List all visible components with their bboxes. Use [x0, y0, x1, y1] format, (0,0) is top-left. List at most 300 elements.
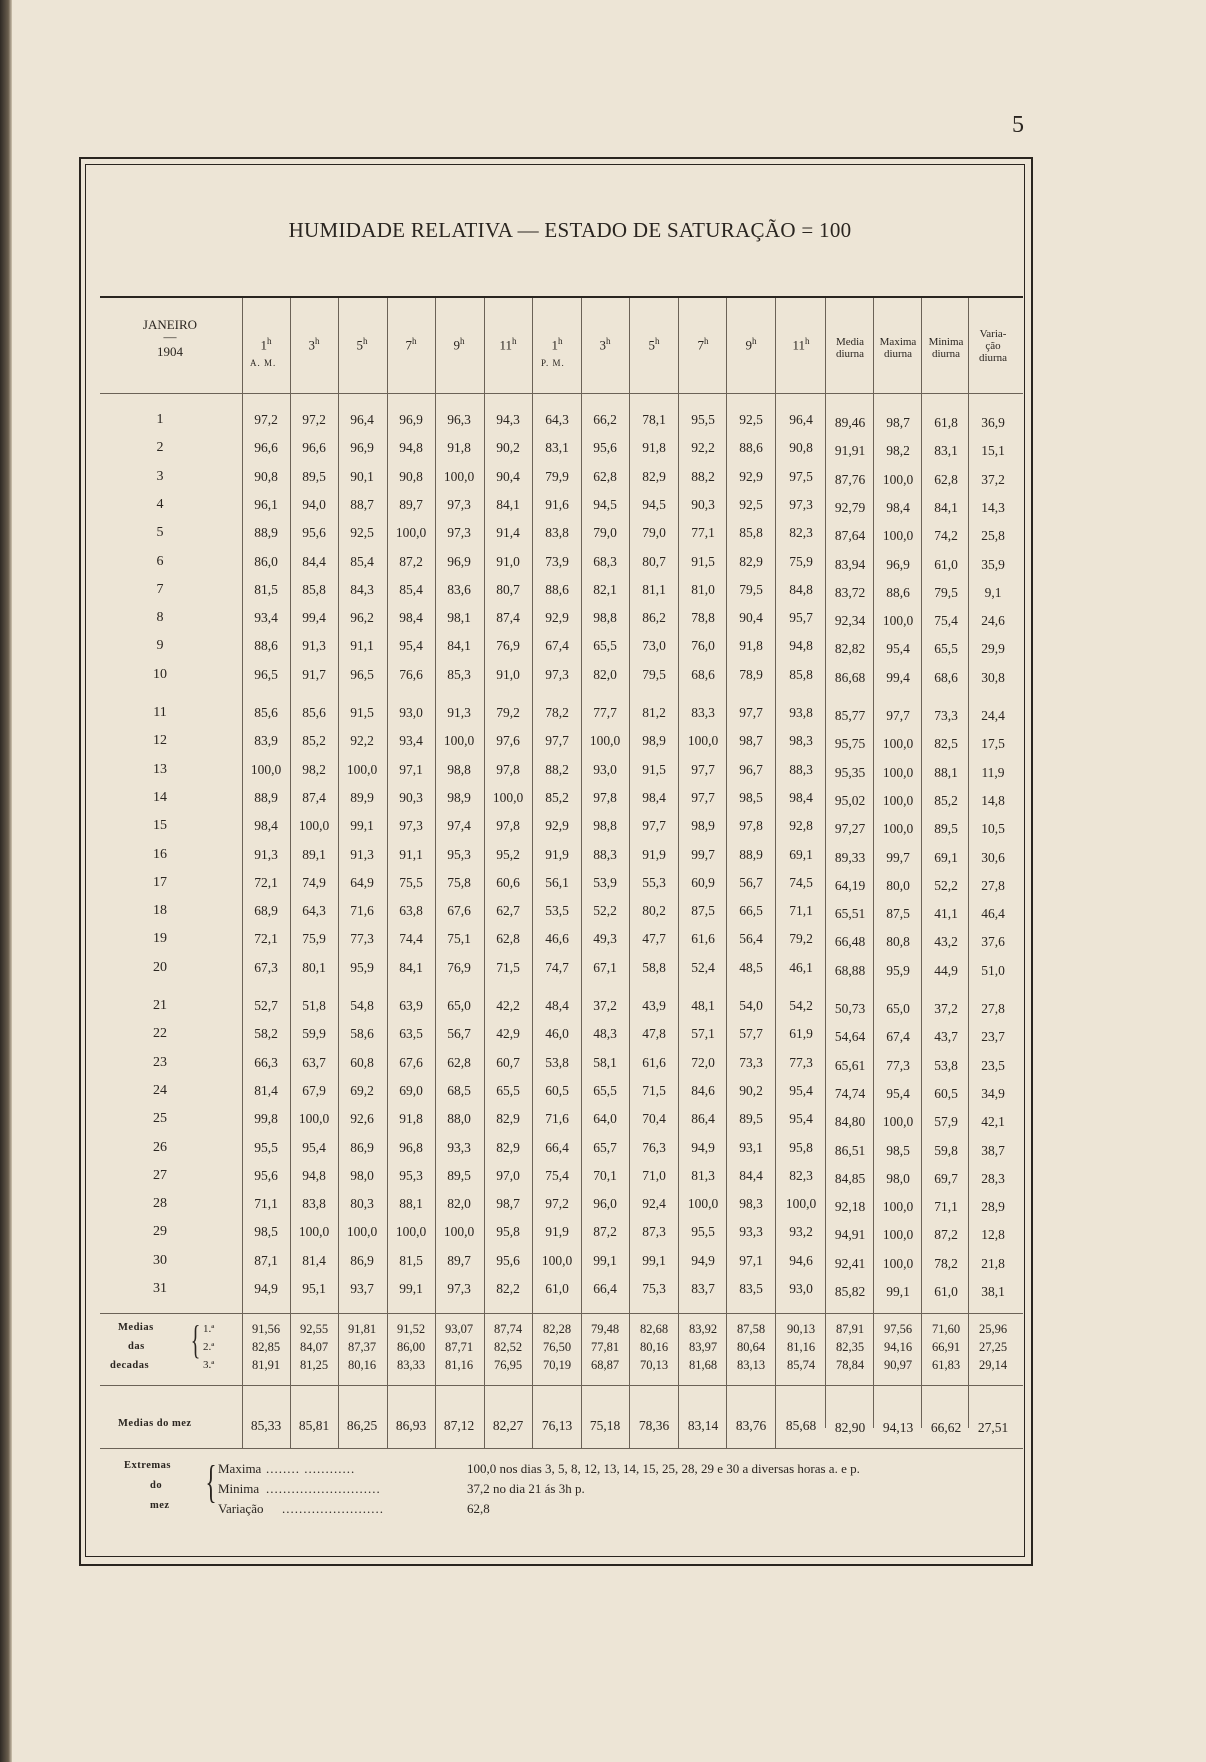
data-cell: 30,6 [981, 849, 1005, 865]
decada-cell: 91,56 [251, 1322, 281, 1336]
data-cell: 92,41 [834, 1255, 866, 1271]
data-cell: 83,9 [254, 733, 278, 749]
hour-suffix: h [460, 336, 465, 346]
data-cell: 92,4 [642, 1196, 666, 1212]
data-cell: 80,7 [642, 553, 666, 569]
data-cell: 95,4 [789, 1082, 813, 1098]
data-cell: 95,4 [789, 1111, 813, 1127]
data-cell: 86,0 [254, 553, 278, 569]
data-cell: 75,4 [934, 613, 958, 629]
day-number: 13 [153, 761, 167, 777]
data-cell: 88,6 [545, 581, 569, 597]
data-cell: 98,9 [691, 818, 715, 834]
hour-suffix: h [412, 336, 417, 346]
data-cell: 100,0 [882, 1227, 914, 1243]
data-cell: 91,3 [350, 846, 374, 862]
data-cell: 94,8 [302, 1167, 326, 1183]
table-title: HUMIDADE RELATIVA — ESTADO DE SATURAÇÃO = 100 [288, 218, 852, 242]
data-cell: 99,7 [691, 846, 715, 862]
extremas-label: do [150, 1480, 163, 1491]
data-cell: 72,1 [254, 931, 278, 947]
data-cell: 89,5 [302, 468, 326, 484]
data-cell: 90,4 [739, 610, 763, 626]
data-cell: 66,4 [545, 1139, 569, 1155]
data-cell: 98,4 [399, 610, 423, 626]
data-cell: 84,1 [934, 499, 958, 515]
data-cell: 98,4 [642, 789, 666, 805]
column-divider [775, 298, 776, 1448]
data-cell: 63,8 [399, 903, 423, 919]
data-cell: 62,7 [496, 903, 520, 919]
data-cell: 97,1 [399, 761, 423, 777]
data-cell: 92,18 [834, 1199, 866, 1215]
data-cell: 61,0 [934, 556, 958, 572]
day-number: 31 [153, 1281, 167, 1296]
data-cell: 63,5 [399, 1026, 423, 1042]
extrema-dots: ........ ............ [266, 1461, 356, 1476]
data-cell: 100,0 [882, 764, 914, 780]
data-cell: 89,7 [399, 496, 423, 512]
data-cell: 67,3 [254, 959, 278, 975]
decada-cell: 87,91 [835, 1322, 865, 1336]
data-cell: 99,4 [302, 610, 326, 626]
header-variacao-line: Varia- [979, 328, 1007, 340]
data-cell: 52,2 [934, 877, 958, 893]
data-cell: 82,0 [447, 1196, 471, 1212]
decada-cell: 80,16 [639, 1340, 669, 1354]
data-cell: 81,0 [691, 581, 715, 597]
day-number: 2 [156, 440, 164, 456]
data-cell: 88,2 [691, 468, 715, 484]
data-cell: 85,6 [302, 705, 326, 720]
data-cell: 82,9 [496, 1139, 520, 1155]
data-cell: 97,3 [447, 525, 471, 541]
data-cell: 88,0 [447, 1111, 471, 1127]
data-cell: 96,9 [886, 556, 910, 572]
day-number: 23 [153, 1054, 167, 1070]
day-number: 17 [153, 874, 167, 890]
data-cell: 92,2 [350, 733, 374, 749]
medias-mez-cell: 75,18 [589, 1418, 621, 1433]
data-cell: 83,94 [834, 556, 866, 572]
data-cell: 100,0 [443, 468, 475, 484]
data-cell: 100,0 [882, 1199, 914, 1215]
data-cell: 98,7 [496, 1196, 520, 1212]
data-cell: 98,9 [642, 733, 666, 749]
data-cell: 62,8 [447, 1054, 471, 1070]
data-cell: 93,0 [399, 705, 423, 720]
data-cell: 100,0 [785, 1196, 817, 1212]
data-cell: 91,9 [642, 846, 666, 862]
data-cell: 27,8 [981, 1001, 1005, 1016]
data-cell: 95,35 [834, 764, 866, 780]
data-cell: 99,1 [642, 1252, 666, 1268]
data-cell: 70,1 [593, 1167, 617, 1183]
decada-cell: 91,81 [347, 1322, 377, 1336]
data-cell: 87,5 [886, 906, 910, 922]
data-cell: 17,5 [981, 736, 1005, 752]
day-number: 14 [153, 789, 167, 805]
data-cell: 75,4 [545, 1167, 569, 1183]
decada-cell: 80,64 [736, 1340, 766, 1354]
data-cell: 84,4 [302, 553, 326, 569]
data-cell: 91,5 [350, 705, 374, 720]
data-cell: 80,3 [350, 1196, 374, 1212]
decada-cell: 25,96 [978, 1322, 1008, 1336]
data-cell: 82,3 [789, 525, 813, 541]
data-cell: 78,9 [739, 666, 763, 682]
data-cell: 47,8 [642, 1026, 666, 1042]
data-cell: 79,0 [642, 525, 666, 541]
day-number: 22 [153, 1026, 167, 1042]
data-cell: 83,1 [545, 440, 569, 456]
hour-suffix: h [315, 336, 320, 346]
day-number: 19 [153, 931, 167, 947]
data-cell: 94,0 [302, 496, 326, 512]
day-number: 28 [153, 1196, 167, 1212]
data-cell: 78,8 [691, 610, 715, 626]
data-cell: 48,4 [545, 998, 569, 1013]
data-cell: 94,5 [593, 496, 617, 512]
data-cell: 90,1 [350, 468, 374, 484]
data-cell: 98,5 [886, 1142, 910, 1158]
data-cell: 63,7 [302, 1054, 326, 1070]
data-cell: 49,3 [593, 931, 617, 947]
data-cell: 94,9 [691, 1139, 715, 1155]
data-cell: 66,3 [254, 1054, 278, 1070]
data-cell: 87,2 [593, 1224, 617, 1240]
header-media-line: diurna [835, 348, 865, 360]
data-cell: 80,8 [886, 934, 910, 950]
data-cell: 82,1 [593, 581, 617, 597]
decada-cell: 66,91 [931, 1340, 961, 1354]
data-cell: 92,34 [834, 613, 866, 629]
data-cell: 61,6 [691, 931, 715, 947]
hour-suffix: h [805, 336, 810, 346]
data-cell: 100,0 [882, 613, 914, 629]
day-number: 7 [156, 581, 164, 597]
data-cell: 72,1 [254, 874, 278, 890]
data-cell: 51,0 [981, 962, 1005, 978]
data-cell: 97,3 [399, 818, 423, 834]
data-cell: 79,9 [545, 468, 569, 484]
data-cell: 100,0 [443, 733, 475, 749]
decada-number: 2.ª [203, 1341, 215, 1353]
data-cell: 67,9 [302, 1082, 326, 1098]
medias-mez-cell: 27,51 [977, 1420, 1009, 1435]
data-cell: 89,46 [834, 415, 866, 430]
data-cell: 87,4 [302, 789, 326, 805]
data-cell: 92,5 [739, 412, 763, 427]
data-cell: 93,3 [739, 1224, 763, 1240]
data-cell: 97,7 [691, 761, 715, 777]
data-cell: 58,8 [642, 959, 666, 975]
header-minima-line: diurna [931, 348, 961, 360]
data-cell: 85,8 [789, 666, 813, 682]
data-cell: 87,3 [642, 1224, 666, 1240]
data-cell: 67,1 [593, 959, 617, 975]
day-number: 30 [153, 1252, 167, 1268]
decada-cell: 82,35 [835, 1340, 865, 1354]
data-cell: 87,4 [496, 610, 520, 626]
data-cell: 71,5 [642, 1082, 666, 1098]
data-cell: 50,73 [834, 1001, 866, 1016]
data-cell: 83,72 [834, 584, 866, 600]
data-cell: 46,1 [789, 959, 813, 975]
medias-mez-cell: 87,12 [443, 1418, 475, 1433]
data-cell: 43,2 [934, 934, 958, 950]
header-media-line: Media [835, 336, 865, 348]
day-number: 3 [156, 468, 164, 484]
data-cell: 97,7 [886, 708, 910, 723]
medias-mez-cell: 82,27 [492, 1418, 524, 1433]
day-number: 25 [153, 1111, 167, 1127]
data-cell: 83,6 [447, 581, 471, 597]
header-hour: 9$^h$ [453, 336, 465, 353]
data-cell: 38,7 [981, 1142, 1005, 1158]
data-cell: 72,0 [691, 1054, 715, 1070]
data-cell: 84,80 [834, 1114, 866, 1130]
data-cell: 65,61 [834, 1057, 866, 1073]
day-number: 26 [153, 1139, 167, 1155]
data-cell: 88,9 [739, 846, 763, 862]
hour-suffix: h [512, 336, 517, 346]
header-pm: P. M. [541, 358, 565, 368]
data-cell: 55,3 [642, 874, 666, 890]
decada-cell: 87,37 [347, 1340, 377, 1354]
data-cell: 53,9 [593, 874, 617, 890]
data-cell: 64,0 [593, 1111, 617, 1127]
data-cell: 96,5 [254, 666, 278, 682]
data-cell: 65,7 [593, 1139, 617, 1155]
header-maxima [872, 336, 924, 360]
decada-cell: 87,71 [444, 1340, 474, 1354]
extremas-brace: { [205, 1456, 217, 1507]
data-cell: 56,1 [545, 874, 569, 890]
header-hour: 5$^h$ [356, 336, 368, 353]
data-cell: 59,8 [934, 1142, 958, 1158]
header-bottom-rule [100, 393, 1023, 394]
data-cell: 84,1 [496, 496, 520, 512]
data-cell: 95,7 [789, 610, 813, 626]
data-cell: 93,4 [254, 610, 278, 626]
data-cell: 87,2 [399, 553, 423, 569]
medias-mez-cell: 85,68 [785, 1418, 817, 1433]
data-cell: 77,7 [593, 705, 617, 720]
data-cell: 61,8 [934, 415, 958, 430]
header-hour: 1$^h$ [260, 336, 272, 353]
data-cell: 90,2 [739, 1082, 763, 1098]
data-cell: 62,8 [593, 468, 617, 484]
data-cell: 94,6 [789, 1252, 813, 1268]
data-cell: 57,7 [739, 1026, 763, 1042]
data-cell: 96,0 [593, 1196, 617, 1212]
data-cell: 98,5 [739, 789, 763, 805]
data-cell: 77,3 [350, 931, 374, 947]
data-cell: 82,2 [496, 1281, 520, 1296]
data-cell: 54,0 [739, 998, 763, 1013]
data-cell: 68,5 [447, 1082, 471, 1098]
decada-cell: 81,91 [251, 1358, 281, 1372]
data-cell: 25,8 [981, 528, 1005, 544]
data-cell: 97,3 [447, 1281, 471, 1296]
decada-cell: 83,97 [688, 1340, 718, 1354]
data-cell: 100,0 [298, 818, 330, 834]
day-number: 5 [156, 525, 164, 541]
data-cell: 83,3 [691, 705, 715, 720]
data-cell: 98,4 [789, 789, 813, 805]
data-cell: 48,1 [691, 998, 715, 1013]
header-am: A. M. [250, 358, 277, 368]
data-cell: 79,2 [496, 705, 520, 720]
medias-mez-cell: 78,36 [638, 1418, 670, 1433]
data-cell: 29,9 [981, 641, 1005, 657]
data-cell: 100,0 [298, 1111, 330, 1127]
decada-cell: 82,52 [493, 1340, 523, 1354]
data-cell: 88,7 [350, 496, 374, 512]
data-cell: 90,8 [254, 468, 278, 484]
data-cell: 42,1 [981, 1114, 1005, 1130]
data-cell: 66,2 [593, 412, 617, 427]
data-cell: 43,9 [642, 998, 666, 1013]
hour-suffix: h [363, 336, 368, 346]
extrema-name: Variação [218, 1501, 264, 1516]
data-cell: 94,9 [254, 1281, 278, 1296]
day-number: 1 [156, 412, 164, 427]
data-cell: 57,1 [691, 1026, 715, 1042]
data-cell: 85,77 [834, 708, 866, 723]
data-cell: 75,1 [447, 931, 471, 947]
data-cell: 71,0 [642, 1167, 666, 1183]
data-cell: 92,6 [350, 1111, 374, 1127]
data-cell: 96,6 [302, 440, 326, 456]
data-cell: 96,4 [789, 412, 813, 427]
data-cell: 71,1 [254, 1196, 278, 1212]
header-hour: 3$^h$ [599, 336, 611, 353]
medias-mez-cell: 76,13 [541, 1418, 573, 1433]
data-cell: 98,3 [739, 1196, 763, 1212]
data-cell: 79,5 [642, 666, 666, 682]
data-cell: 100,0 [687, 733, 719, 749]
extremas-label: Extremas [124, 1460, 171, 1471]
day-number: 12 [153, 733, 167, 749]
data-cell: 92,9 [545, 818, 569, 834]
header-minima [920, 336, 972, 360]
data-cell: 94,8 [789, 638, 813, 654]
data-cell: 92,9 [739, 468, 763, 484]
data-cell: 81,3 [691, 1167, 715, 1183]
data-cell: 76,9 [496, 638, 520, 654]
data-cell: 97,8 [496, 818, 520, 834]
data-cell: 54,8 [350, 998, 374, 1013]
data-cell: 56,7 [447, 1026, 471, 1042]
data-cell: 74,5 [789, 874, 813, 890]
data-cell: 62,8 [934, 471, 958, 487]
data-cell: 97,8 [593, 789, 617, 805]
decada-cell: 81,16 [786, 1340, 816, 1354]
extremas-label: mez [150, 1500, 170, 1511]
data-cell: 51,8 [302, 998, 326, 1013]
data-cell: 91,0 [496, 666, 520, 682]
data-cell: 91,8 [642, 440, 666, 456]
data-cell: 69,0 [399, 1082, 423, 1098]
data-cell: 95,4 [886, 641, 910, 657]
data-cell: 91,8 [447, 440, 471, 456]
data-cell: 81,5 [399, 1252, 423, 1268]
header-hour: 7$^h$ [405, 336, 417, 353]
data-cell: 79,5 [934, 584, 958, 600]
data-cell: 38,1 [981, 1284, 1005, 1299]
decada-cell: 92,55 [299, 1322, 329, 1336]
data-cell: 84,8 [789, 581, 813, 597]
data-cell: 79,2 [789, 931, 813, 947]
data-cell: 97,3 [447, 496, 471, 512]
decada-cell: 87,74 [493, 1322, 523, 1336]
data-cell: 27,8 [981, 877, 1005, 893]
data-cell: 93,3 [447, 1139, 471, 1155]
data-cell: 23,7 [981, 1029, 1005, 1045]
data-cell: 11,9 [981, 764, 1005, 780]
data-cell: 69,1 [934, 849, 958, 865]
data-cell: 86,51 [834, 1142, 866, 1158]
data-cell: 90,2 [496, 440, 520, 456]
data-cell: 92,5 [350, 525, 374, 541]
data-cell: 96,9 [399, 412, 423, 427]
data-cell: 81,2 [642, 705, 666, 720]
data-cell: 71,6 [350, 903, 374, 919]
data-cell: 93,1 [739, 1139, 763, 1155]
data-cell: 61,0 [934, 1284, 958, 1299]
data-cell: 82,9 [496, 1111, 520, 1127]
data-cell: 98,0 [886, 1170, 910, 1186]
data-cell: 95,8 [496, 1224, 520, 1240]
data-cell: 65,0 [447, 998, 471, 1013]
data-cell: 86,68 [834, 669, 866, 685]
data-cell: 91,9 [545, 1224, 569, 1240]
data-cell: 85,82 [834, 1284, 866, 1299]
extrema-dots: ........................... [266, 1481, 381, 1496]
day-number: 27 [153, 1167, 167, 1183]
decada-cell: 68,87 [590, 1358, 620, 1372]
data-cell: 67,6 [447, 903, 471, 919]
hour-suffix: h [752, 336, 757, 346]
data-cell: 85,4 [350, 553, 374, 569]
data-cell: 56,4 [739, 931, 763, 947]
data-cell: 96,9 [350, 440, 374, 456]
data-cell: 100,0 [882, 471, 914, 487]
data-cell: 71,1 [934, 1199, 958, 1215]
header-hour: 5$^h$ [648, 336, 660, 353]
data-cell: 78,1 [642, 412, 666, 427]
data-cell: 23,5 [981, 1057, 1005, 1073]
data-cell: 47,7 [642, 931, 666, 947]
decada-cell: 76,50 [542, 1340, 572, 1354]
data-cell: 98,8 [593, 610, 617, 626]
data-cell: 100,0 [687, 1196, 719, 1212]
data-cell: 28,9 [981, 1199, 1005, 1215]
data-cell: 84,3 [350, 581, 374, 597]
data-cell: 42,2 [496, 998, 520, 1013]
data-cell: 69,2 [350, 1082, 374, 1098]
data-cell: 65,5 [496, 1082, 520, 1098]
decada-cell: 82,28 [542, 1322, 572, 1336]
data-cell: 95,1 [302, 1281, 326, 1296]
data-cell: 90,3 [399, 789, 423, 805]
data-cell: 95,3 [447, 846, 471, 862]
day-number: 24 [153, 1082, 167, 1098]
hour-suffix: h [606, 336, 611, 346]
data-cell: 14,3 [981, 499, 1005, 515]
